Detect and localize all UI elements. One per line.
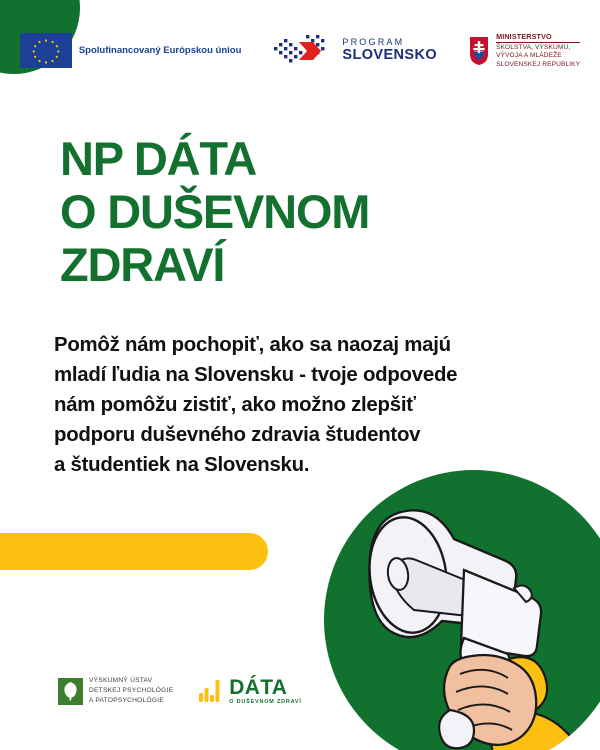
data-logo-title: DÁTA — [229, 676, 288, 700]
eu-logo-line2: Európskou úniou — [163, 44, 242, 56]
hand-holding-megaphone-illustration — [324, 470, 600, 750]
body-line-5: a študentiek na Slovensku. — [54, 453, 310, 476]
headline-line-2: O DUŠEVNOM — [60, 185, 370, 239]
data-o-dusevnom-zdravi-logo — [199, 677, 301, 705]
vudpap-line3: A PATOPSYCHOLÓGIE — [89, 697, 164, 705]
eu-flag-icon — [20, 33, 72, 68]
body-line-2: mladí ľudia na Slovensku - tvoje odpovede — [54, 363, 458, 386]
vudpap-line2: DETSKEJ PSYCHOLÓGIE — [89, 687, 174, 695]
funding-logo-row — [0, 32, 600, 69]
ministry-logo — [469, 32, 580, 69]
body-line-1: Pomôž nám pochopiť, ako sa naozaj majú — [54, 334, 451, 356]
bar-chart-icon — [199, 680, 223, 702]
footer-logo-row — [58, 676, 302, 707]
data-logo-subtitle: O DUŠEVNOM ZDRAVÍ — [229, 698, 302, 705]
program-slovensko-line1: PROGRAM — [342, 37, 405, 48]
page-title — [60, 132, 530, 291]
headline-line-1: NP DÁTA — [60, 132, 257, 185]
body-line-4: podporu duševného zdravia študentov — [54, 423, 421, 446]
vudpap-line1: VÝSKUMNÝ ÚSTAV — [89, 677, 153, 684]
data-logo-text — [229, 677, 301, 705]
program-slovensko-arrow-icon — [273, 34, 335, 68]
vudpap-logo-text — [89, 676, 173, 707]
ministry-line3: VÝVOJA A MLÁDEŽE — [496, 52, 562, 60]
ministry-line2: ŠKOLSTVA, VÝSKUMU, — [496, 43, 571, 51]
decorative-yellow-bar — [0, 533, 268, 570]
eu-logo-text — [79, 45, 242, 57]
vudpap-logo — [58, 676, 173, 707]
ministry-line4: SLOVENSKEJ REPUBLIKY — [496, 60, 581, 68]
eu-logo-line1: Spolufinancovaný — [78, 44, 161, 56]
body-line-3: nám pomôžu zistiť, ako možno zlepšiť — [54, 393, 416, 416]
ministry-line1: MINISTERSTVO — [496, 32, 580, 43]
program-slovensko-logo — [273, 34, 437, 68]
eu-cofunding-logo — [20, 33, 242, 68]
vudpap-tree-icon — [58, 678, 83, 705]
megaphone-icon — [324, 470, 600, 750]
headline-line-3: ZDRAVÍ — [60, 238, 225, 292]
ministry-logo-text — [496, 32, 580, 69]
body-paragraph — [54, 331, 534, 481]
slovak-coat-of-arms-icon — [469, 36, 489, 66]
program-slovensko-line2: SLOVENSKO — [342, 46, 438, 63]
eu-stars-icon — [20, 33, 72, 68]
program-slovensko-text — [342, 38, 437, 63]
